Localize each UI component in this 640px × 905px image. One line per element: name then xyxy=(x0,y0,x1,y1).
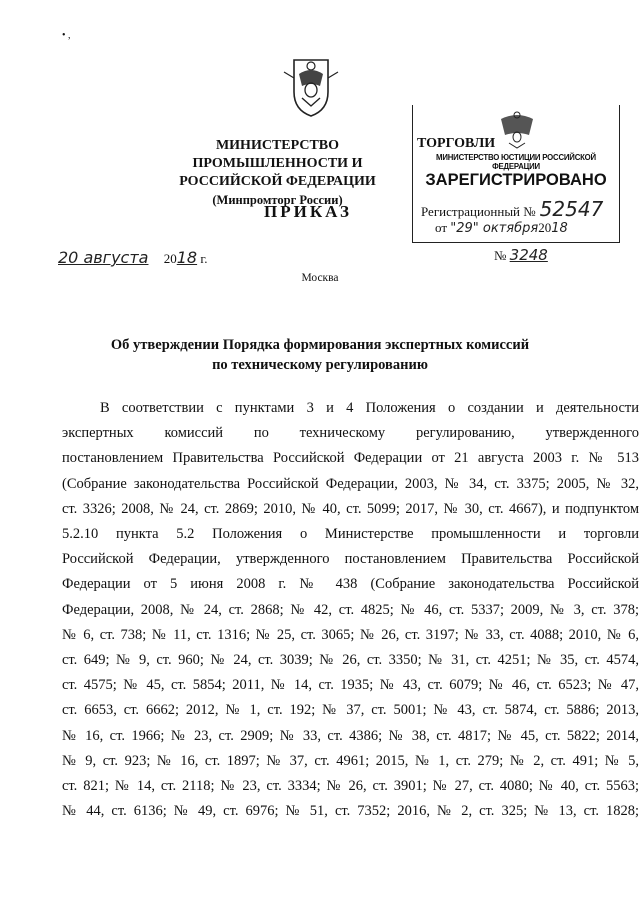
body-line: ст. 4575; № 45, ст. 5854; 2011, № 14, ст. 1935; № 43, ст. 6079; № 46, ст. 6523; № 47, xyxy=(62,677,639,694)
stamp-date-value: "29" октября xyxy=(450,221,539,236)
stamp-reg-label: Регистрационный № xyxy=(421,204,536,219)
body-line: ст. 649; № 9, ст. 960; № 24, ст. 3039; № 26, ст. 3350; № 31, ст. 4251; № 35, ст. 4574, xyxy=(62,652,639,669)
ministry-line-2: РОССИЙСКОЙ ФЕДЕРАЦИИ xyxy=(179,174,376,189)
body-line: Федерации от 5 июня 2008 г. № 438 (Собрание законодательства Российской xyxy=(62,576,639,593)
stamp-date-year-prefix: 20 xyxy=(538,220,552,235)
body-line: Российской Федерации, утвержденного постановлением Правительства Российской xyxy=(62,551,639,568)
stamp-registered: ЗАРЕГИСТРИРОВАНО xyxy=(425,171,607,189)
stamp-torgovli: ТОРГОВЛИ xyxy=(417,136,496,151)
stamp-justice-ministry: МИНИСТЕРСТВО ЮСТИЦИИ РОССИЙСКОЙ ФЕДЕРАЦИИ xyxy=(436,153,596,171)
body-line: постановлением Правительства Российской Федерации от 21 августа 2003 г. № 513 xyxy=(62,450,639,467)
stamp-date-prefix: от xyxy=(435,220,448,235)
body-line: № 16, ст. 1966; № 23, ст. 2909; № 33, ст. 4386; № 38, ст. 4817; № 45, ст. 5822; 2014, xyxy=(62,727,639,744)
ministry-header xyxy=(140,137,415,209)
body-line: ст. 6653, ст. 6662; 2012, № 1, ст. 192; № 37, ст. 5001; № 43, ст. 5874, ст. 5886; 2013, xyxy=(62,702,639,719)
coat-of-arms-icon xyxy=(276,52,346,118)
ministry-line-3: (Минпромторг России) xyxy=(212,193,343,207)
order-date-suffix: г. xyxy=(200,251,208,266)
order-date-year-prefix: 20 xyxy=(163,251,177,266)
order-number-prefix: № xyxy=(494,248,507,263)
title-line-2: по техническому регулированию xyxy=(212,357,428,373)
order-date-value: 20 августа xyxy=(58,248,149,267)
stamp-coat-of-arms-icon xyxy=(495,109,539,149)
body-line: № 6, ст. 738; № 11, ст. 1316; № 25, ст. 3065; № 26, ст. 3197; № 33, ст. 4088; 2010, № 6, xyxy=(62,626,639,643)
body-line: ст. 3326; 2008, № 24, ст. 2869; 2010, № 40, ст. 5099; 2017, № 30, ст. 4667), и подпунктом xyxy=(62,500,639,517)
body-line: ст. 821; № 14, ст. 2118; № 23, ст. 3334; № 26, ст. 3901; № 27, ст. 4080; № 40, ст. 5563; xyxy=(62,778,639,795)
body-line: 5.2.10 пункта 5.2 Положения о Министерстве промышленности и торговли xyxy=(62,526,639,543)
body-line: № 44, ст. 6136; № 49, ст. 6976; № 51, ст. 7352; 2016, № 2, ст. 325; № 13, ст. 1828; xyxy=(62,803,639,820)
stamp-date-year: 18 xyxy=(551,221,568,236)
order-number xyxy=(494,246,548,264)
order-date-year: 18 xyxy=(176,248,198,267)
title-line-1: Об утверждении Порядка формирования экспертных комиссий xyxy=(110,337,530,353)
stamp-reg-number xyxy=(421,197,603,221)
document-title xyxy=(96,335,544,375)
body-line: Федерации, 2008, № 24, ст. 2868; № 42, ст. 4825; № 46, ст. 5337; 2009, № 3, ст. 378; xyxy=(62,601,639,618)
document-type: ПРИКАЗ xyxy=(264,202,352,221)
stamp-reg-number-value: 52547 xyxy=(539,197,604,221)
ministry-line-1: МИНИСТЕРСТВО ПРОМЫШЛЕННОСТИ И xyxy=(192,138,363,171)
order-number-value: 3248 xyxy=(509,246,548,264)
top-mark: • , xyxy=(62,30,71,41)
body-line: экспертных комиссий по техническому регулированию, утвержденного xyxy=(62,425,639,442)
registration-stamp xyxy=(412,105,620,243)
body-text xyxy=(62,396,639,824)
body-line: В соответствии с пунктами 3 и 4 Положения о создании и деятельности xyxy=(100,400,639,416)
body-line: № 9, ст. 923; № 16, ст. 1897; № 37, ст. 4961; 2015, № 1, ст. 279; № 2, ст. 491; № 5, xyxy=(62,752,639,769)
body-line: (Собрание законодательства Российской Федерации, 2003, № 34, ст. 3375; 2005, № 32, xyxy=(62,475,639,492)
stamp-reg-date xyxy=(435,220,568,236)
order-date xyxy=(58,248,207,267)
city: Москва xyxy=(301,272,339,284)
